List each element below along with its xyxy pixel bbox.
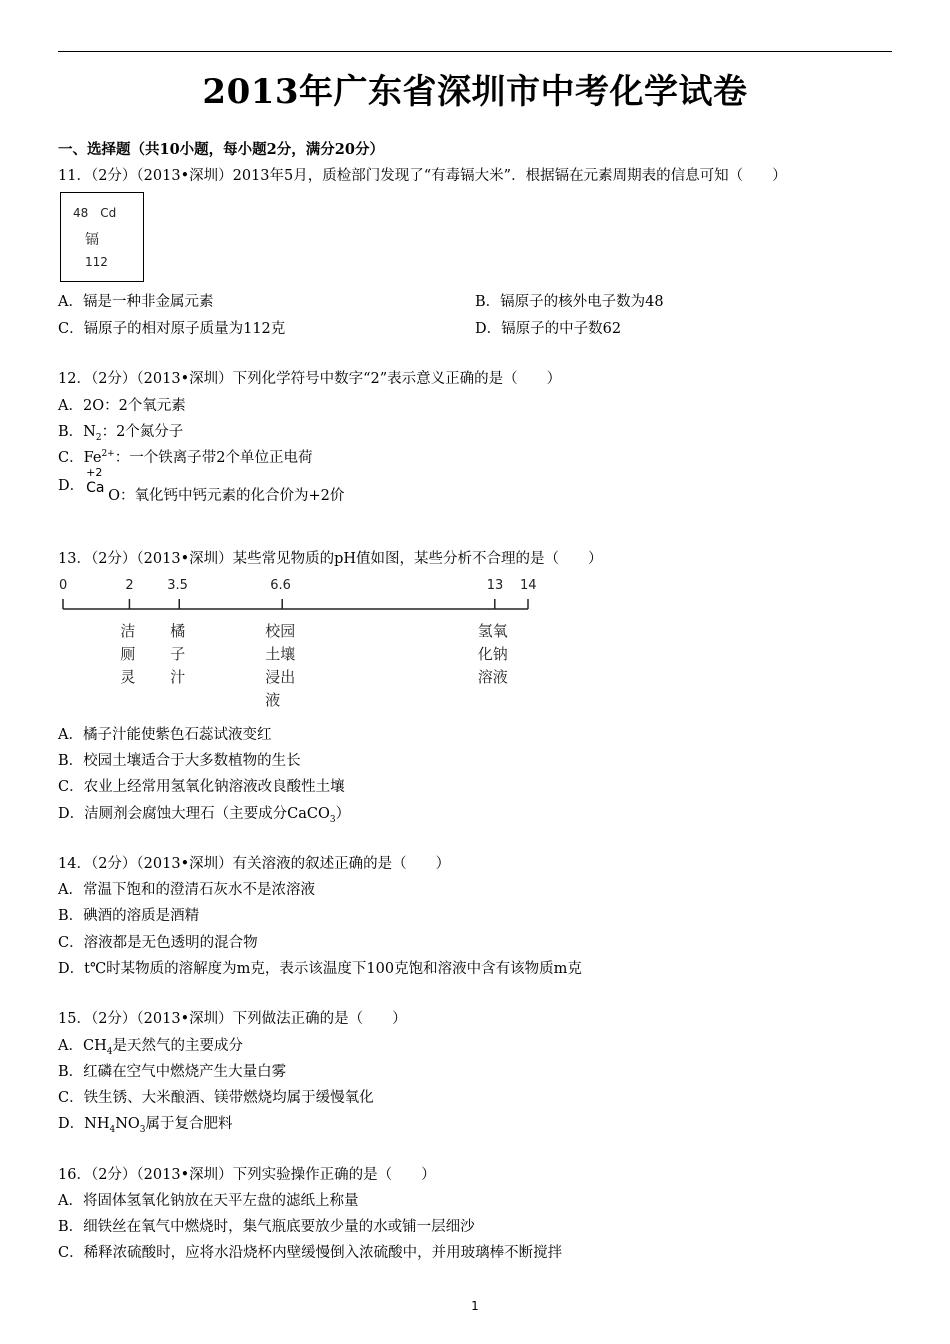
q11-option-b: B．镉原子的核外电子数为48: [475, 294, 664, 310]
q12-option-c: C．$Fe^{2+}$：一个铁离子带2个单位正电荷: [58, 449, 313, 466]
ph-substance-line: 液: [265, 691, 281, 709]
ph-substance-line: 土壤: [265, 645, 296, 663]
q14-option-b: B．碘酒的溶质是酒精: [58, 908, 200, 924]
ph-tick-label: 13: [486, 578, 504, 593]
q15-option-d: D．$NH_4NO_3$属于复合肥料: [58, 1116, 233, 1135]
ph-substance-line: 汁: [170, 668, 186, 686]
ph-substance-line: 浸出: [265, 668, 296, 686]
periodic-table-cell: [60, 192, 144, 282]
element-name: 镉: [85, 232, 99, 248]
q13-option-d: D．洁厕剂会腐蚀大理石（主要成分CaCO$_3$）: [58, 806, 351, 825]
q13-option-a: A．橘子汁能使紫色石蕊试液变红: [58, 727, 272, 743]
q11-option-d: D．镉原子的中子数62: [475, 321, 622, 337]
ph-substance-line: 橘: [170, 622, 186, 640]
ph-substance-line: 子: [170, 645, 186, 663]
header-rule: [58, 51, 892, 52]
ph-tick-label: 3.5: [167, 578, 188, 593]
ph-substance-label: [265, 620, 299, 712]
ph-scale-figure: [50, 575, 550, 715]
ph-substance-label: [170, 620, 188, 689]
ph-tick-label: 2: [125, 578, 134, 593]
ph-substance-line: 氢氧: [477, 622, 508, 640]
element-number-symbol: 48 Cd: [73, 206, 117, 220]
question-15-stem: 15．（2分）（2013•深圳）下列做法正确的是（ ）: [58, 1011, 407, 1027]
q15-option-a: A．$CH_4$是天然气的主要成分: [58, 1038, 243, 1057]
page-number: 1: [471, 1299, 479, 1313]
ph-substance-line: 洁: [120, 622, 136, 640]
page-title: 2013年广东省深圳市中考化学试卷: [202, 72, 748, 112]
section-heading: 一、选择题（共10小题，每小题2分，满分20分）: [58, 141, 384, 158]
q15-option-b: B．红磷在空气中燃烧产生大量白雾: [58, 1064, 287, 1080]
ph-substance-line: 溶液: [477, 668, 508, 686]
valence-notation: +2 Ca: [86, 466, 105, 496]
q16-option-b: B．细铁丝在氧气中燃烧时，集气瓶底要放少量的水或铺一层细沙: [58, 1219, 475, 1235]
question-16-stem: 16．（2分）（2013•深圳）下列实验操作正确的是（ ）: [58, 1167, 436, 1183]
q12-option-b: B．$N_2$：2个氮分子: [58, 424, 184, 443]
ph-tick-label: 0: [59, 578, 68, 593]
ph-tick-label: 14: [520, 578, 537, 593]
q14-option-a: A．常温下饱和的澄清石灰水不是浓溶液: [58, 882, 315, 898]
q13-option-c: C．农业上经常用氢氧化钠溶液改良酸性土壤: [58, 779, 345, 795]
q16-option-c: C．稀释浓硫酸时，应将水沿烧杯内壁缓慢倒入浓硫酸中，并用玻璃棒不断搅拌: [58, 1245, 563, 1261]
ph-substance-line: 厕: [120, 645, 136, 663]
q11-option-c: C．镉原子的相对原子质量为112克: [58, 321, 286, 337]
q14-option-d: D．t℃时某物质的溶解度为m克，表示该温度下100克饱和溶液中含有该物质m克: [58, 961, 582, 977]
q12-option-d: D． +2 Ca O：氧化钙中钙元素的化合价为+2价: [58, 466, 345, 504]
ph-substance-label: [120, 620, 138, 689]
q16-option-a: A．将固体氢氧化钠放在天平左盘的滤纸上称量: [58, 1193, 359, 1209]
q13-option-b: B．校园土壤适合于大多数植物的生长: [58, 753, 301, 769]
element-mass: 112: [85, 255, 108, 269]
question-14-stem: 14．（2分）（2013•深圳）有关溶液的叙述正确的是（ ）: [58, 856, 451, 872]
ph-substance-label: [478, 620, 512, 689]
ph-tick-label: 6.6: [270, 578, 291, 593]
q14-option-c: C．溶液都是无色透明的混合物: [58, 935, 258, 951]
ph-substance-line: 化钠: [477, 645, 508, 663]
q15-option-c: C．铁生锈、大米酿酒、镁带燃烧均属于缓慢氧化: [58, 1090, 374, 1106]
question-11-stem: 11．（2分）（2013•深圳）2013年5月，质检部门发现了“有毒镉大米”．根据镉在元素周期表的信息可知（ ）: [58, 168, 787, 184]
ph-substance-line: 校园: [265, 622, 296, 640]
question-13-stem: 13．（2分）（2013•深圳）某些常见物质的pH值如图，某些分析不合理的是（ ）: [58, 551, 603, 567]
q12-option-a: A．2O：2个氧元素: [58, 398, 186, 414]
question-12-stem: 12．（2分）（2013•深圳）下列化学符号中数字“2”表示意义正确的是（ ）: [58, 371, 562, 387]
ph-substance-line: 灵: [120, 668, 136, 686]
q11-option-a: A．镉是一种非金属元素: [58, 294, 214, 310]
